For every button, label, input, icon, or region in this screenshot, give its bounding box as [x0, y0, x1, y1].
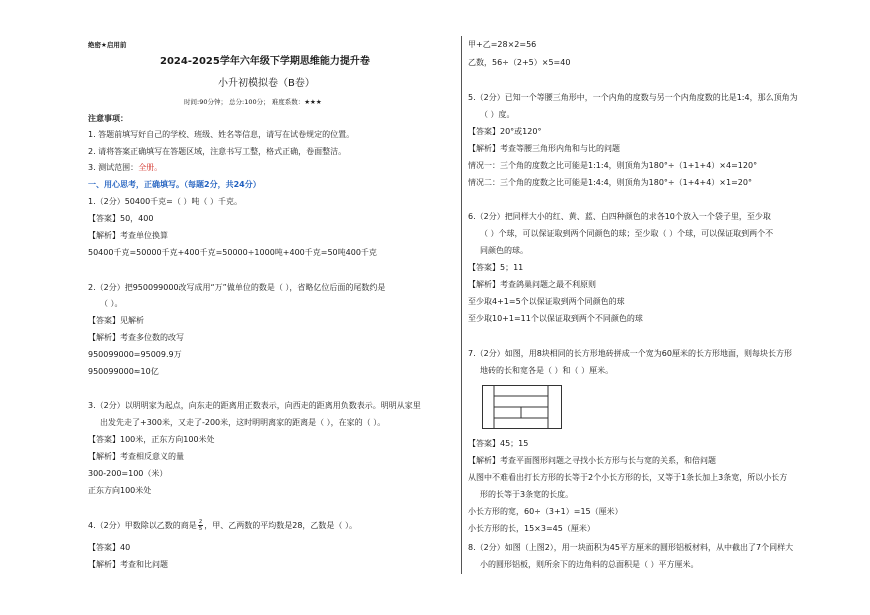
q7-answer: 【答案】45；15: [468, 439, 529, 448]
q2-calc-1: 950099000=95009.9万: [88, 350, 182, 359]
q6-explain: 【解析】考查鸽巢问题之最不利原则: [468, 280, 596, 289]
q2-explain: 【解析】考查多位数的改写: [88, 333, 184, 342]
q4-text: 4.（2分）甲数除以乙数的商是 $\frac{2}{5}$ ，甲、乙两数的平均数是28，乙数是（ ）。: [88, 519, 357, 532]
q3-answer: 【答案】100米，正东方向100米处: [88, 435, 215, 444]
q6-answer: 【答案】5；11: [468, 263, 524, 272]
q6-text-2: （ ）个球，可以保证取到两个同颜色的球；至少取（ ）个球，可以保证取到两个不: [480, 229, 774, 238]
q7-text-1: 7.（2分）如图，用8块相同的长方形地砖拼成一个宽为60厘米的长方形地面，则每块长方形: [468, 349, 792, 358]
q7-explain: 【解析】考查平面图形问题之寻找小长方形与长与宽的关系，和倍问题: [468, 456, 716, 465]
q4-explain: 【解析】考查和比问题: [88, 560, 168, 569]
q1-explain: 【解析】考查单位换算: [88, 231, 168, 240]
note-2: 2. 请将答案正确填写在答题区域，注意书写工整，格式正确，卷面整洁。: [88, 147, 347, 156]
q1-answer: 【答案】50，400: [88, 214, 154, 223]
q6-calc-2: 至少取10+1=11个以保证取到两个不同颜色的球: [468, 314, 643, 323]
notes-heading: 注意事项：: [88, 114, 128, 123]
q3-explain: 【解析】考查相反意义的量: [88, 452, 184, 461]
note-1: 1. 答题前填写好自己的学校、班级、姓名等信息，请写在试卷规定的位置。: [88, 130, 355, 139]
q7-text-2: 地砖的长和宽各是（ ）和（ ）厘米。: [480, 366, 614, 375]
q6-text-3: 同颜色的球。: [480, 246, 528, 255]
q5-text-1: 5.（2分）已知一个等腰三角形中，一个内角的度数与另一个内角度数的比是1:4，那么顶角为: [468, 93, 798, 102]
q5-answer: 【答案】20°或120°: [468, 127, 542, 136]
q1-calc: 50400千克=50000千克+400千克=50000÷1000吨+400千克=50吨400千克: [88, 248, 377, 257]
q3-text-2: 出发先走了+300米，又走了-200米，这时明明离家的距离是（ ），在家的（ ）。: [100, 418, 386, 427]
q6-text-1: 6.（2分）把同样大小的红、黄、蓝、白四种颜色的求各10个放入一个袋子里，至少取: [468, 212, 771, 221]
scope-text: 全册。: [138, 163, 163, 172]
note-3: 3. 测试范围：全册。: [88, 163, 163, 172]
q7-calc-2: 小长方形的长，15×3=45（厘米）: [468, 524, 595, 533]
q1-text: 1.（2分）50400千克=（ ）吨（ ）千克。: [88, 197, 242, 206]
q7-calc-1: 小长方形的宽，60÷（3+1）=15（厘米）: [468, 507, 623, 516]
q4-answer: 【答案】40: [88, 543, 131, 552]
q3-calc-2: 正东方向100米处: [88, 486, 152, 495]
q7-reason-1: 从图中不难看出打长方形的长等于2个小长方形的长，又等于1条长加上3条宽，所以小长方: [468, 473, 788, 482]
q2-text-1: 2.（2分）把950099000改写成用“万”做单位的数是（ ），省略亿位后面的尾数约是: [88, 283, 386, 292]
q6-calc-1: 至少取4+1=5个以保证取到两个同颜色的球: [468, 297, 625, 306]
q4-calc-2: 乙数，56÷（2+5）×5=40: [468, 58, 571, 67]
q4-fraction: $\frac{2}{5}$: [198, 519, 203, 532]
q8-text-2: 小的圆形铝板，则所余下的边角料的总面积是（ ）平方厘米。: [480, 560, 699, 569]
q5-text-2: （ ）度。: [480, 110, 515, 119]
tile-figure: [482, 385, 562, 429]
q4-calc-1: 甲+乙=28×2=56: [468, 40, 537, 49]
q8-text-1: 8.（2分）如图（上图2），用一块面积为45平方厘米的圆形铝板材料，从中截出了7个同样大: [468, 543, 794, 552]
q3-calc-1: 300-200=100（米）: [88, 469, 168, 478]
q3-text-1: 3.（2分）以明明家为起点，向东走的距离用正数表示，向西走的距离用负数表示。明明从家里: [88, 401, 421, 410]
q5-explain: 【解析】考查等腰三角形内角和与比的问题: [468, 144, 620, 153]
column-divider: [461, 36, 462, 574]
q2-calc-2: 950099000≈10亿: [88, 367, 159, 376]
exam-title: 2024-2025学年六年级下学期思维能力提升卷: [160, 56, 370, 67]
q2-answer: 【答案】见解析: [88, 316, 144, 325]
section-heading: 一、用心思考，正确填写。（每题2分，共24分）: [88, 180, 261, 189]
exam-meta: 时间:90分钟； 总分:100分； 难度系数：★★★: [184, 98, 322, 106]
q2-text-2: （ ）。: [100, 299, 123, 308]
secret-label: 绝密★启用前: [88, 41, 127, 49]
exam-subtitle: 小升初模拟卷（B卷）: [218, 78, 315, 89]
q5-case-1: 情况一：三个角的度数之比可能是1:1:4，则顶角为180°÷（1+1+4）×4=120°: [468, 161, 758, 170]
q5-case-2: 情况二：三个角的度数之比可能是1:4:4，则顶角为180°÷（1+4+4）×1=20°: [468, 178, 752, 187]
q7-reason-2: 形的长等于3条宽的长度。: [480, 490, 574, 499]
